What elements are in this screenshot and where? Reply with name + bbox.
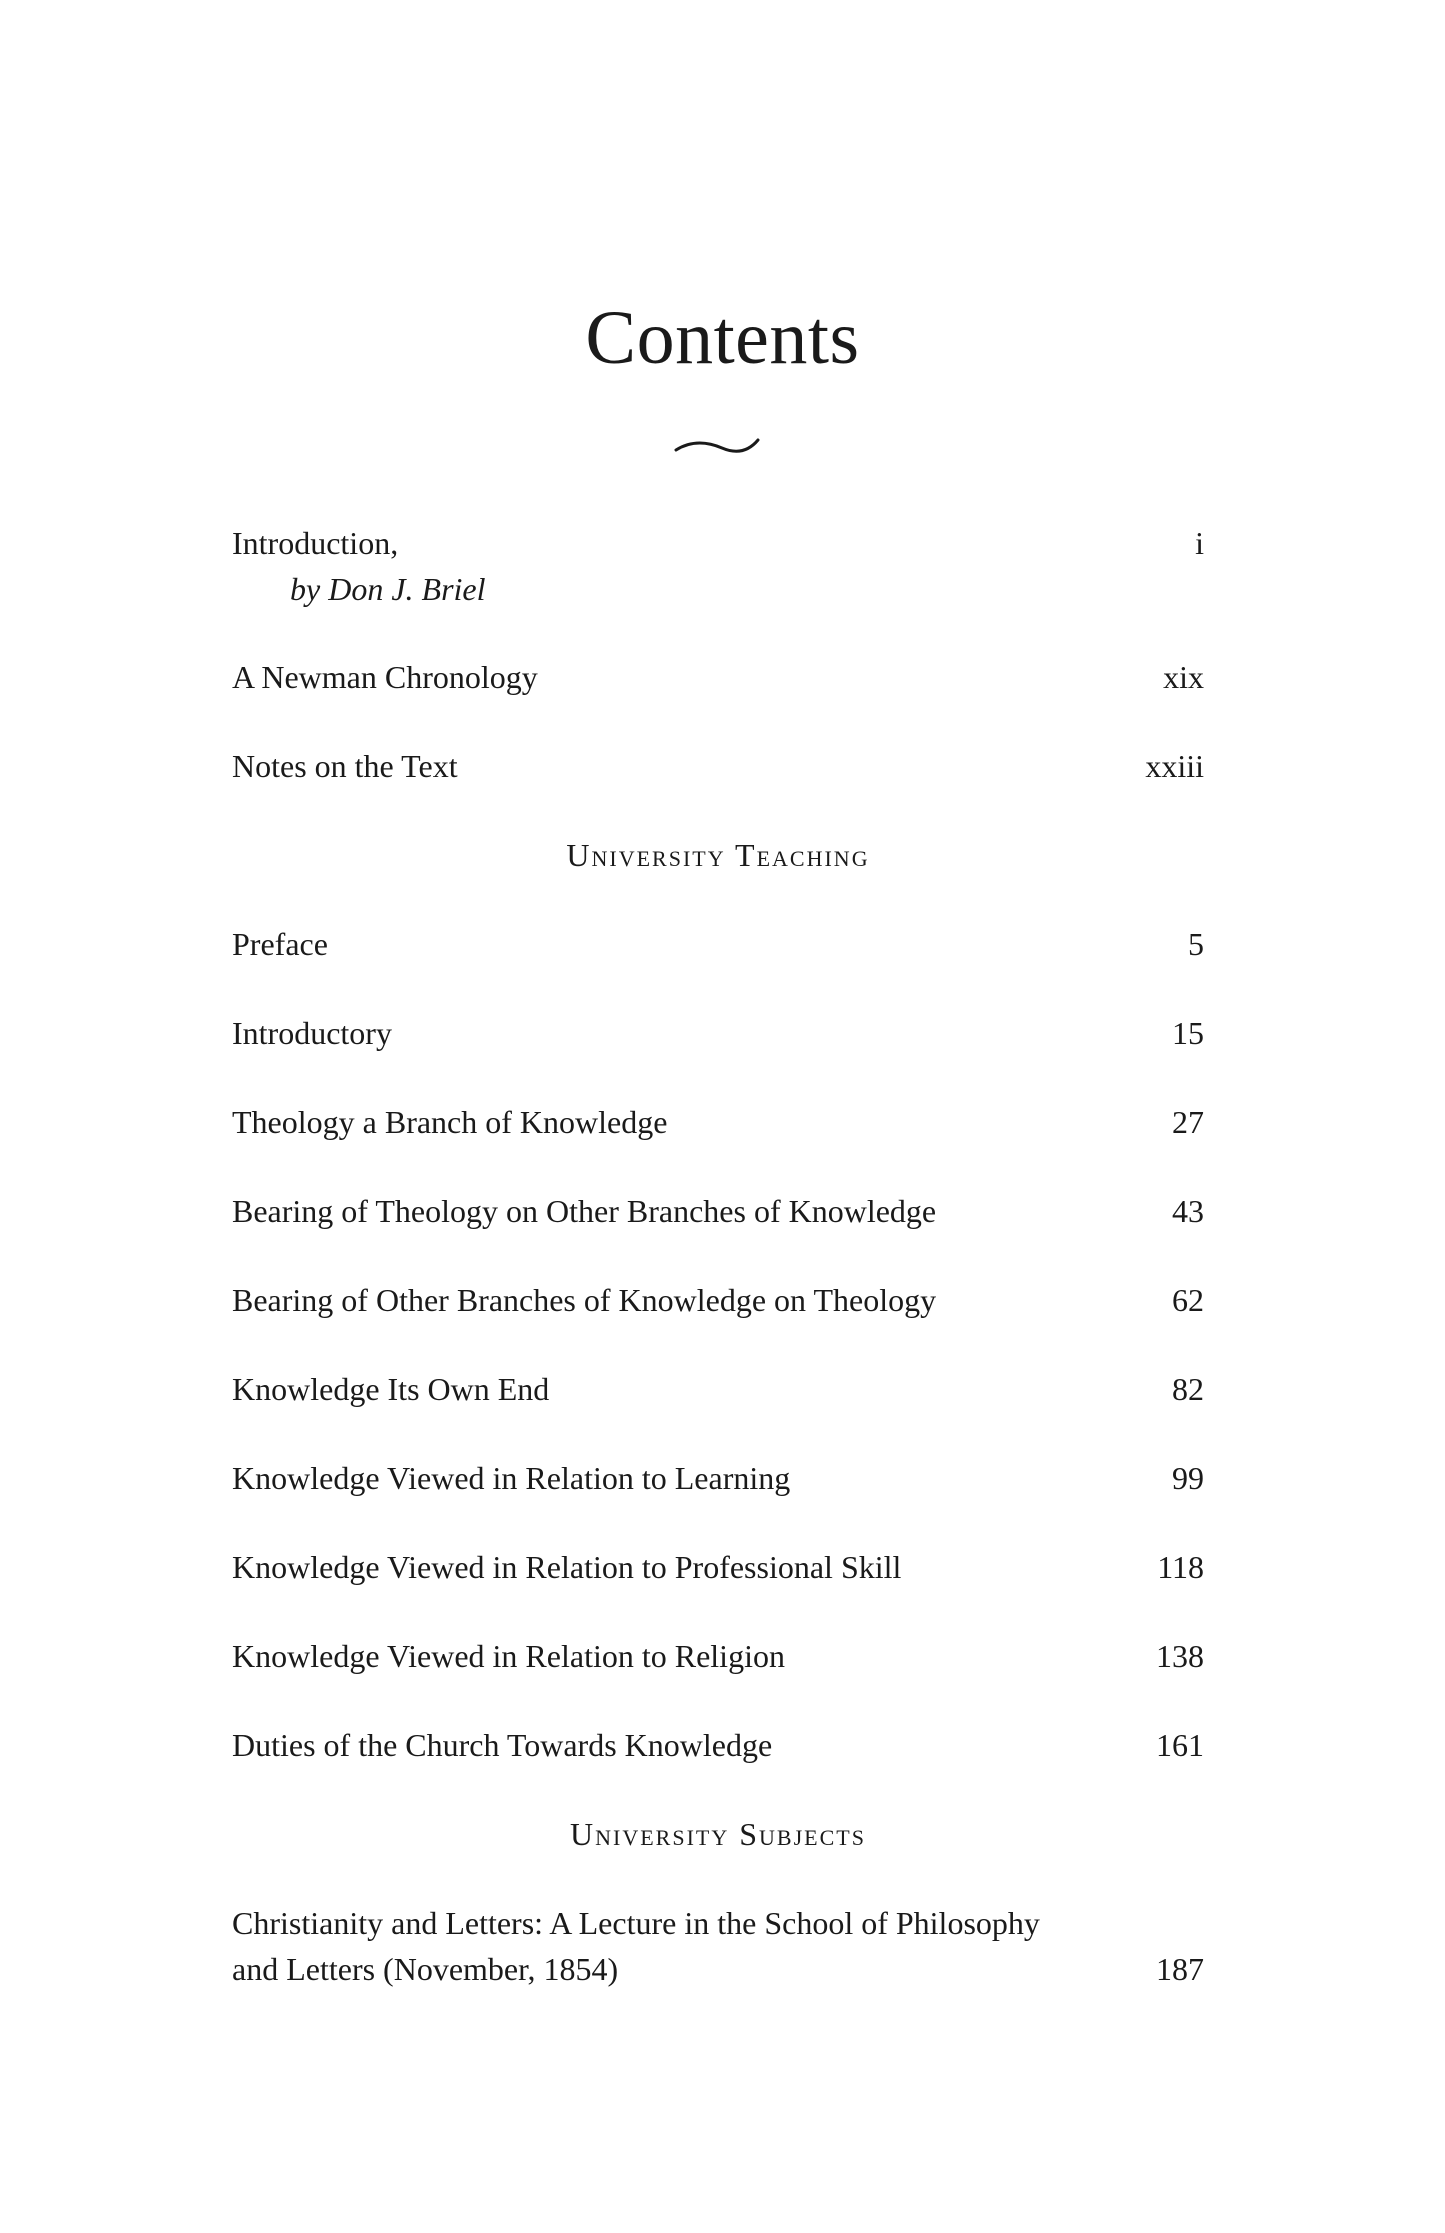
toc-entry-title: Knowledge Viewed in Relation to Professional Skill	[232, 1549, 902, 1585]
toc-entry-title: Christianity and Letters: A Lecture in the School of Philosophy	[232, 1905, 1040, 1941]
toc-entry-title: Preface	[232, 926, 328, 962]
swash-ornament	[672, 430, 762, 460]
toc-entry-page: 82	[1172, 1371, 1204, 1407]
toc-entry-introductory[interactable]	[232, 1010, 1204, 1056]
toc-entry-duties-church[interactable]	[232, 1722, 1204, 1768]
toc-entry-knowledge-religion[interactable]	[232, 1633, 1204, 1679]
toc-entry-page: 27	[1172, 1104, 1204, 1140]
toc-entry-theology-branch[interactable]	[232, 1099, 1204, 1145]
toc-entry-knowledge-own-end[interactable]	[232, 1366, 1204, 1412]
toc-entry-page: 161	[1156, 1727, 1204, 1763]
toc-entry-title: A Newman Chronology	[232, 659, 538, 695]
toc-entry-title: Knowledge Viewed in Relation to Learning	[232, 1460, 791, 1496]
toc-entry-page: 15	[1172, 1015, 1204, 1051]
toc-entry-chronology[interactable]	[232, 654, 1204, 700]
toc-entry-title: Theology a Branch of Knowledge	[232, 1104, 668, 1140]
toc-entry-page: i	[1195, 525, 1204, 561]
toc-entry-page: 62	[1172, 1282, 1204, 1318]
toc-entry-bearing-theology[interactable]	[232, 1188, 1204, 1234]
toc-entry-page: 187	[1156, 1951, 1204, 1987]
toc-entry-page: xxiii	[1145, 748, 1204, 784]
section-heading-university-teaching: University Teaching	[566, 837, 870, 873]
toc-entry-knowledge-professional[interactable]	[232, 1544, 1204, 1590]
toc-entry-title: Knowledge Viewed in Relation to Religion	[232, 1638, 785, 1674]
toc-entry-title: Duties of the Church Towards Knowledge	[232, 1727, 773, 1763]
toc-entry-bearing-other[interactable]	[232, 1277, 1204, 1323]
toc-entry-page: 118	[1157, 1549, 1204, 1585]
toc-entry-title: Introductory	[232, 1015, 392, 1051]
toc-entry-title-line2: and Letters (November, 1854)	[232, 1951, 619, 1987]
toc-entry-notes-on-text[interactable]	[232, 743, 1204, 789]
toc-entry-page: 5	[1188, 926, 1204, 962]
toc-entry-title: Notes on the Text	[232, 748, 458, 784]
toc-entry-page: 138	[1156, 1638, 1204, 1674]
toc-entry-knowledge-learning[interactable]	[232, 1455, 1204, 1501]
toc-entry-christianity-letters[interactable]	[232, 1900, 1204, 1992]
toc-entry-introduction[interactable]	[232, 520, 1204, 612]
toc-entry-title: Introduction,	[232, 525, 399, 561]
section-heading-university-subjects: University Subjects	[570, 1816, 866, 1852]
toc-entry-page: 99	[1172, 1460, 1204, 1496]
toc-entry-page: 43	[1172, 1193, 1204, 1229]
toc-entry-author: by Don J. Briel	[290, 571, 486, 607]
toc-entry-title: Bearing of Theology on Other Branches of Knowledge	[232, 1193, 937, 1229]
toc-entry-title: Knowledge Its Own End	[232, 1371, 550, 1407]
page-title: Contents	[585, 296, 860, 380]
toc-entry-title: Bearing of Other Branches of Knowledge on Theology	[232, 1282, 937, 1318]
toc-entry-preface[interactable]	[232, 921, 1204, 967]
toc-entry-page: xix	[1163, 659, 1204, 695]
